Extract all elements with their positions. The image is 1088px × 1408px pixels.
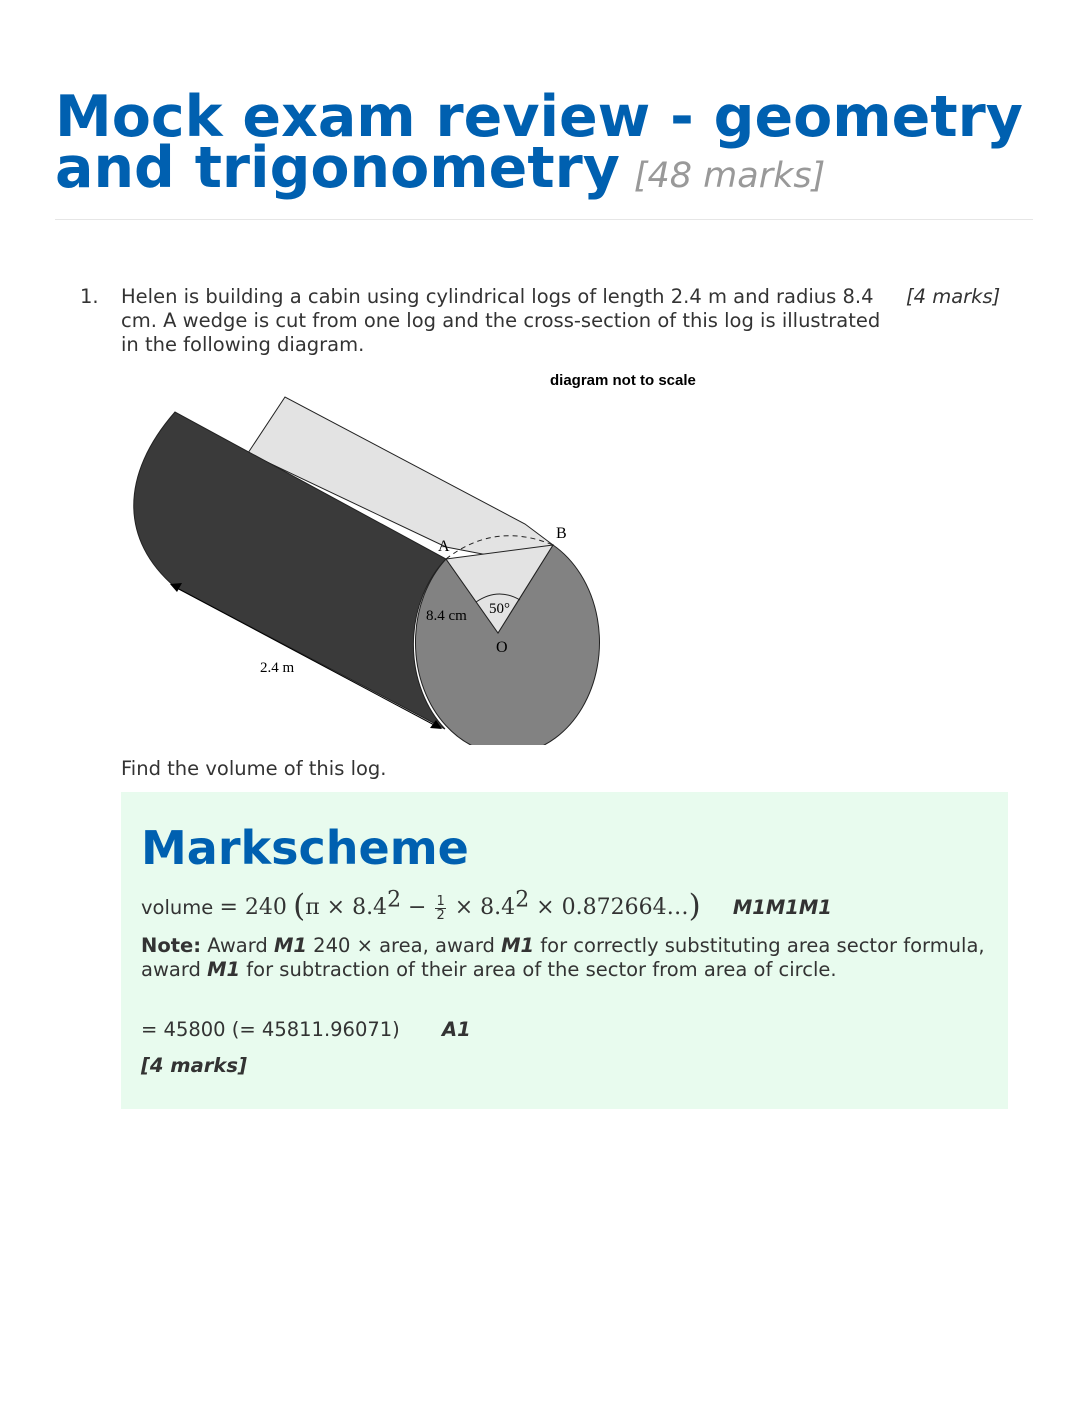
mark-code-a1: A1 <box>442 1018 471 1041</box>
markscheme-box <box>121 792 1008 1109</box>
fraction-half: $\frac{1}{2}$ <box>436 894 445 923</box>
log-diagram <box>120 365 740 745</box>
label-length: 2.4 m <box>260 660 295 676</box>
markscheme-note: Note: Award M1 240 × area, award M1 for correctly substituting area sector formula, award M1 for subtraction of their area of the sector from area of circle. <box>141 934 985 981</box>
markscheme-answer-line: = 45800 (= 45811.96071) A1 <box>141 1018 471 1041</box>
diagram-caption: diagram not to scale <box>550 372 696 389</box>
markscheme-total: [4 marks] <box>141 1054 247 1077</box>
question-text: Helen is building a cabin using cylindrical logs of length 2.4 m and radius 8.4 cm. A wedge is cut from one log and the cross-section of this log is illustrated in the following diagram. <box>121 285 881 356</box>
markscheme-heading: Markscheme <box>141 821 469 875</box>
total-marks: [48 marks] <box>633 156 826 196</box>
label-a: A <box>438 538 450 555</box>
label-radius: 8.4 cm <box>426 608 467 624</box>
label-o: O <box>496 639 508 656</box>
title-divider <box>55 219 1033 220</box>
page-title: Mock exam review - geometry and trigonometry [48 marks] <box>55 84 1023 201</box>
question-prompt: Find the volume of this log. <box>121 757 387 780</box>
mark-code-m1m1m1: M1M1M1 <box>732 896 832 919</box>
markscheme-working-line: volume = 240 ($\pi \times 8.4^2$ − $\frac{1}{2}$ × $8.4^2$ × 0.872664…) M1M1M1 <box>141 887 832 924</box>
question-marks: [4 marks] <box>906 285 1001 308</box>
label-angle: 50° <box>489 601 510 617</box>
question-number: 1. <box>80 285 99 308</box>
label-b: B <box>556 525 567 542</box>
